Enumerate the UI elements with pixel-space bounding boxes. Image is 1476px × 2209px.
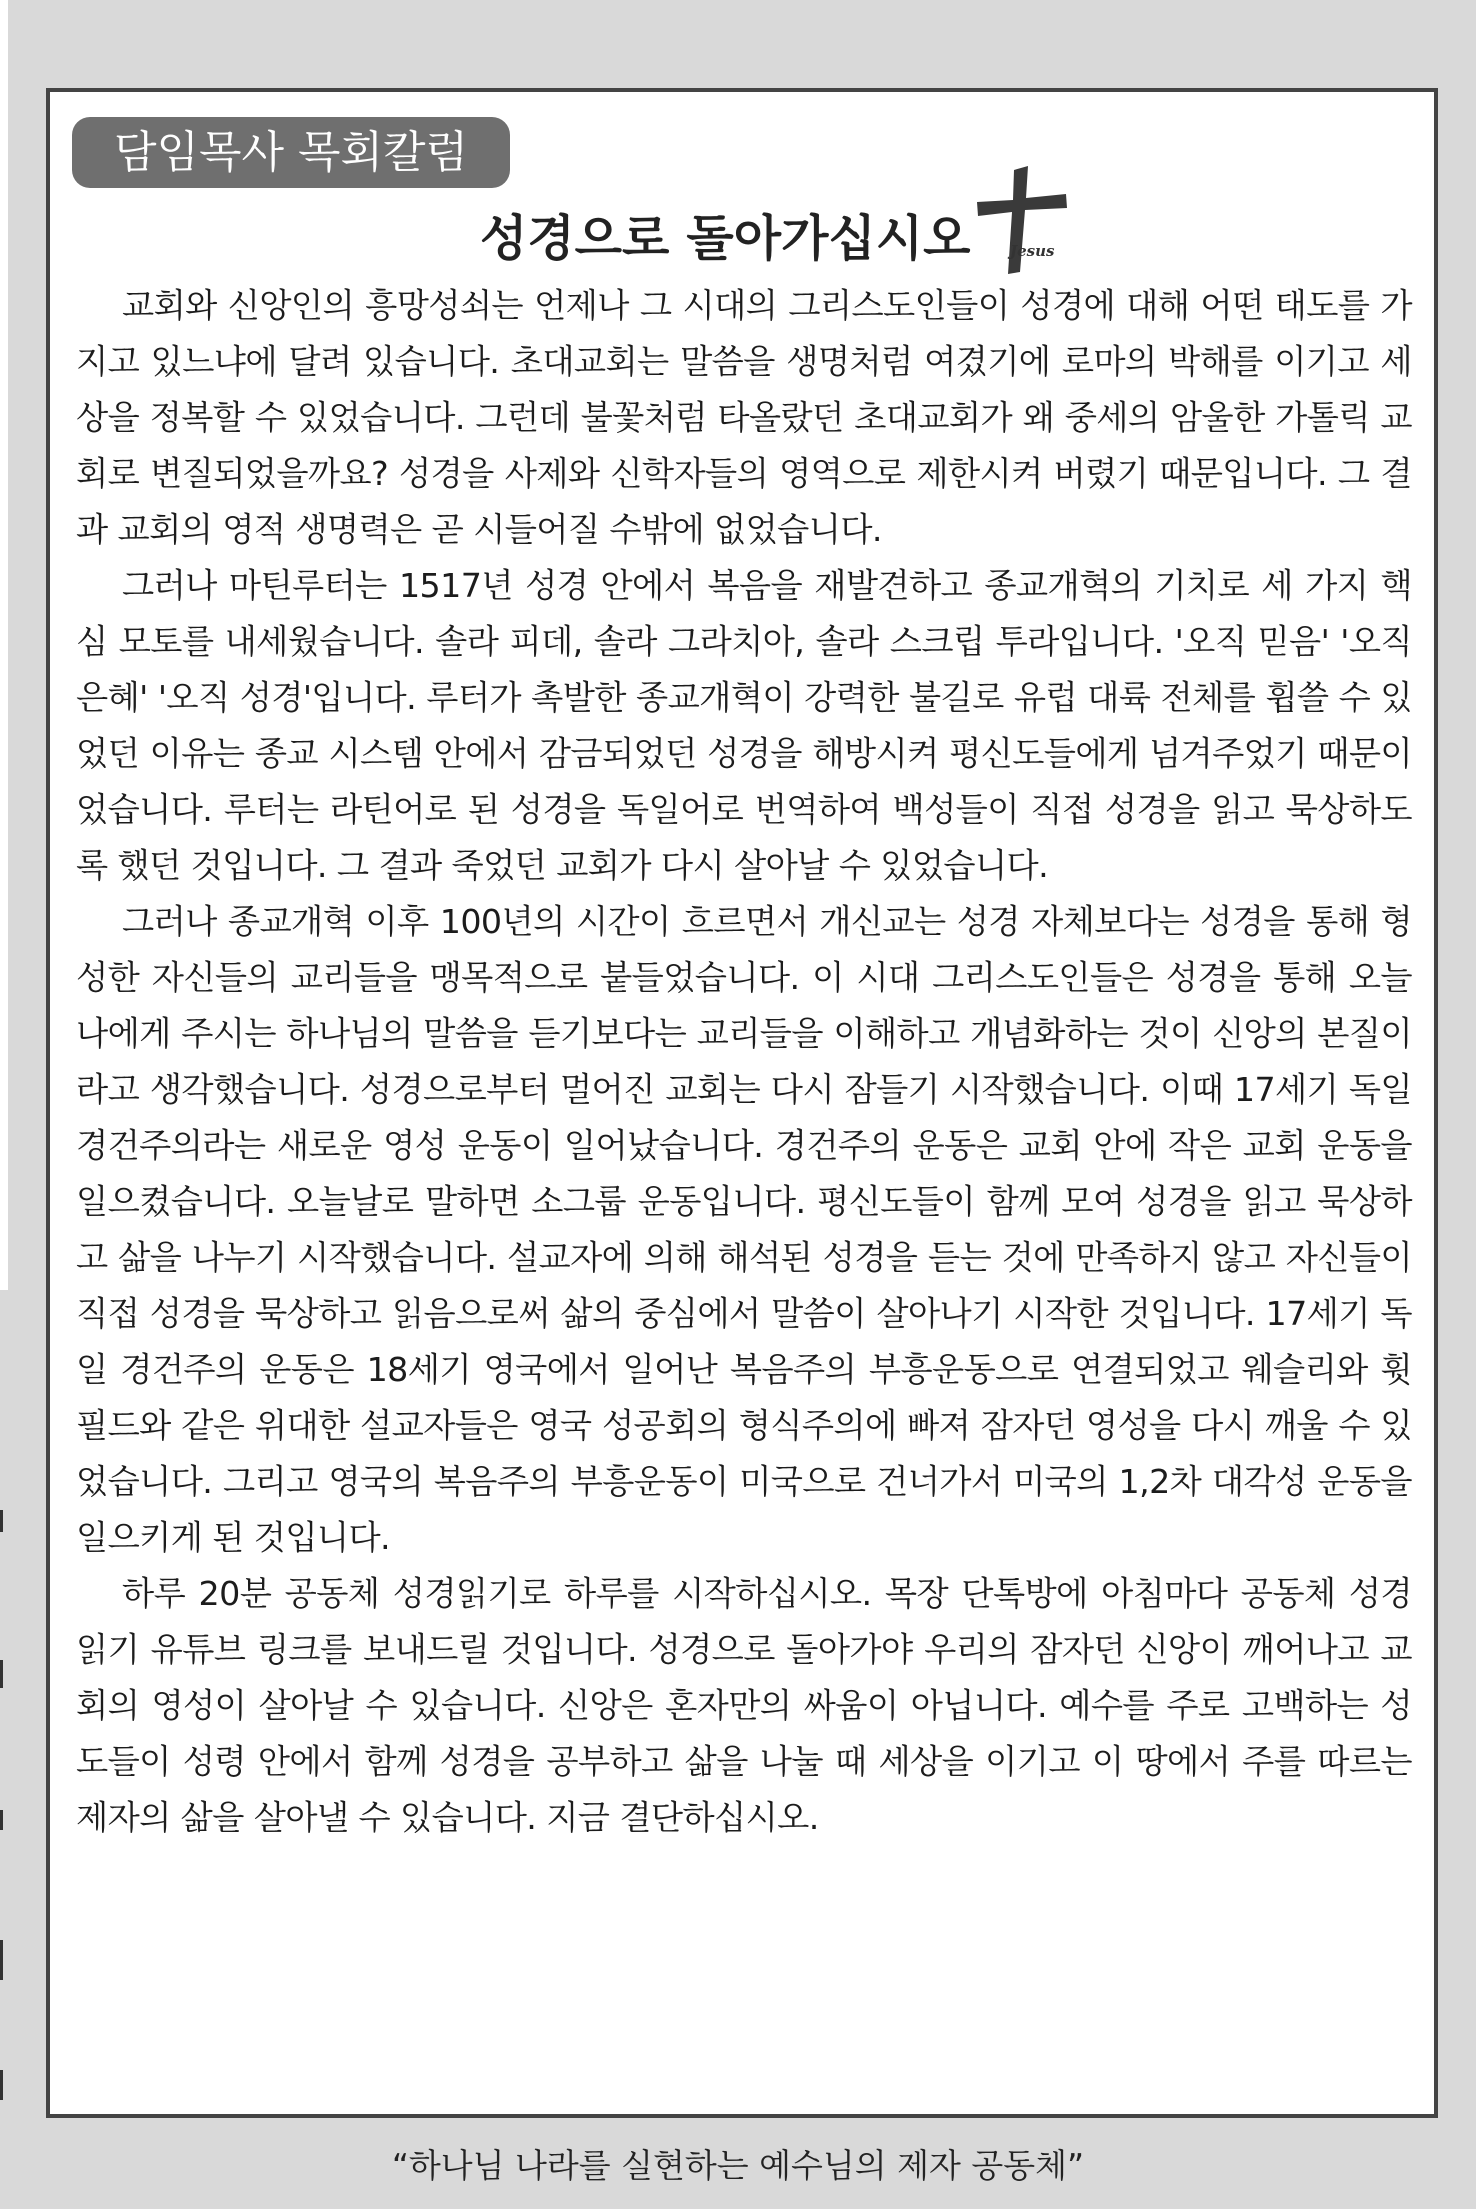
paragraph: 그러나 마틴루터는 1517년 성경 안에서 복음을 재발견하고 종교개혁의 기치로 세 가지 핵심 모토를 내세웠습니다. 솔라 피데, 솔라 그라치아, 솔라 스크립 투라입니다. '오직 믿음' '오직 은혜' '오직 성경'입니다. 루터가 촉발한 종교개혁이 강력한 불길로 유럽 대륙 전체를 휩쓸 수 있었던 이유는 종교 시스템 안에서 감금되었던 성경을 해방시켜 평신도들에게 넘겨주었기 때문이었습니다. 루터는 라틴어로 된 성경을 독일어로 번역하여 백성들이 직접 성경을 읽고 묵상하도록 했던 것입니다. 그 결과 죽었던 교회가 다시 살아날 수 있었습니다. bbox=[76, 566, 1412, 885]
paragraph: 교회와 신앙인의 흥망성쇠는 언제나 그 시대의 그리스도인들이 성경에 대해 어떤 태도를 가지고 있느냐에 달려 있습니다. 초대교회는 말씀을 생명처럼 여겼기에 로마의 박해를 이기고 세상을 정복할 수 있었습니다. 그런데 불꽃처럼 타올랐던 초대교회가 왜 중세의 암울한 가톨릭 교회로 변질되었을까요? 성경을 사제와 신학자들의 영역으로 제한시켜 버렸기 때문입니다. 그 결과 교회의 영적 생명력은 곧 시들어질 수밖에 없었습니다. bbox=[76, 286, 1412, 549]
left-edge-marks bbox=[0, 1510, 10, 2110]
left-page-edge bbox=[0, 0, 8, 1290]
paragraph: 그러나 종교개혁 이후 100년의 시간이 흐르면서 개신교는 성경 자체보다는 성경을 통해 형성한 자신들의 교리들을 맹목적으로 붙들었습니다. 이 시대 그리스도인들은 성경을 통해 오늘 나에게 주시는 하나님의 말씀을 듣기보다는 교리들을 이해하고 개념화하는 것이 신앙의 본질이라고 생각했습니다. 성경으로부터 멀어진 교회는 다시 잠들기 시작했습니다. 이때 17세기 독일 경건주의라는 새로운 영성 운동이 일어났습니다. 경건주의 운동은 교회 안에 작은 교회 운동을 일으켰습니다. 오늘날로 말하면 소그룹 운동입니다. 평신도들이 함께 모여 성경을 읽고 묵상하고 삶을 나누기 시작했습니다. 설교자에 의해 해석된 성경을 듣는 것에 만족하지 않고 자신들이 직접 성경을 묵상하고 읽음으로써 삶의 중심에서 말씀이 살아나기 시작한 것입니다. 17세기 독일 경건주의 운동은 18세기 영국에서 일어난 복음주의 부흥운동으로 연결되었고 웨슬리와 휫필드와 같은 위대한 설교자들은 영국 성공회의 형식주의에 빠져 잠자던 영성을 다시 깨울 수 있었습니다. 그리고 영국의 복음주의 부흥운동이 미국으로 건너가서 미국의 1,2차 대각성 운동을 일으키게 된 것입니다. bbox=[76, 902, 1412, 1557]
column-tag-label: 담임목사 목회칼럼 bbox=[72, 117, 510, 188]
column-body bbox=[76, 278, 1412, 1846]
footer-motto: “하나님 나라를 실현하는 예수님의 제자 공동체” bbox=[391, 2146, 1085, 2185]
cross-icon bbox=[970, 160, 1080, 280]
column-title: 성경으로 돌아가십시오 bbox=[480, 210, 971, 267]
cross-label: Jesus bbox=[1010, 242, 1055, 260]
paragraph: 하루 20분 공동체 성경읽기로 하루를 시작하십시오. 목장 단톡방에 아침마다 공동체 성경 읽기 유튜브 링크를 보내드릴 것입니다. 성경으로 돌아가야 우리의 잠자던 신앙이 깨어나고 교회의 영성이 살아날 수 있습니다. 신앙은 혼자만의 싸움이 아닙니다. 예수를 주로 고백하는 성도들이 성령 안에서 함께 성경을 공부하고 삶을 나눌 때 세상을 이기고 이 땅에서 주를 따르는 제자의 삶을 살아낼 수 있습니다. 지금 결단하십시오. bbox=[76, 1574, 1412, 1837]
